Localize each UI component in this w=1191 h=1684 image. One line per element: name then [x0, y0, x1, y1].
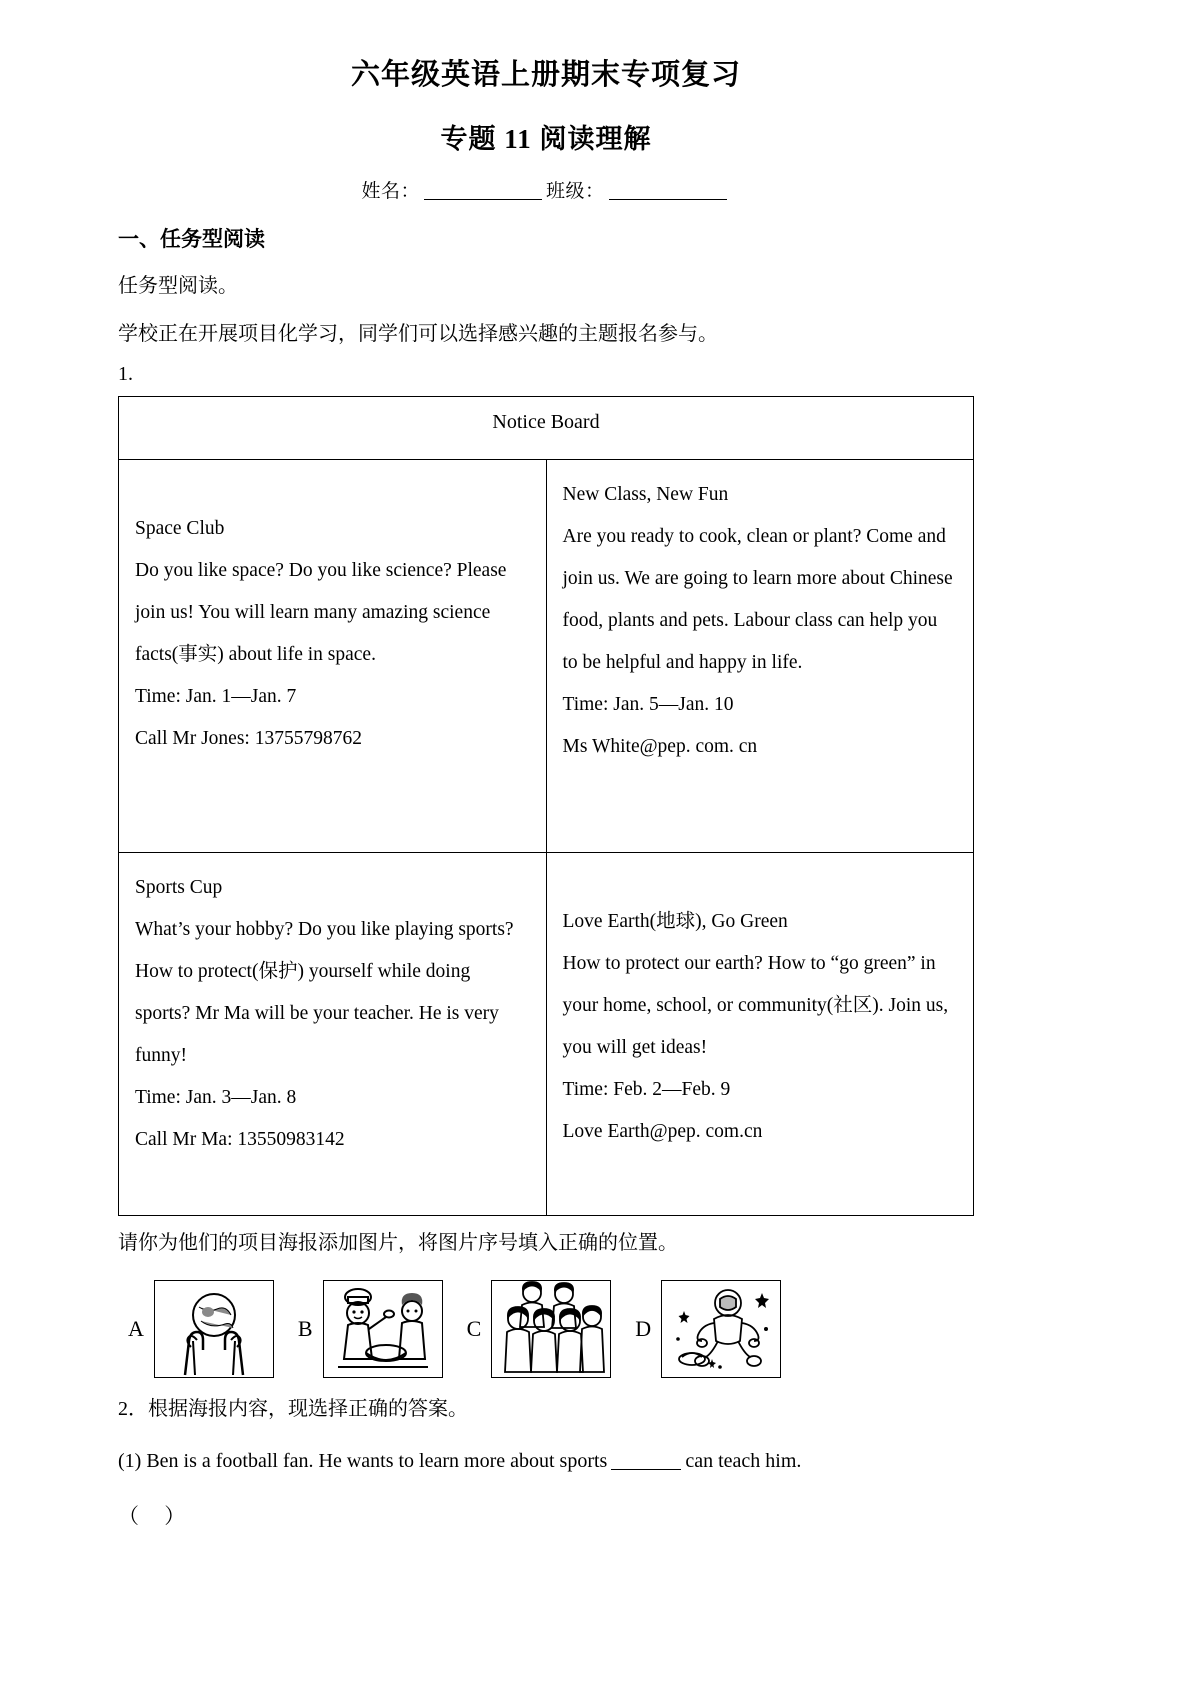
option-label-d: D: [635, 1316, 652, 1342]
section-intro: 学校正在开展项目化学习，同学们可以选择感兴趣的主题报名参与。: [118, 323, 718, 346]
picture-option-d[interactable]: [635, 1280, 781, 1378]
card-body: Are you ready to cook, clean or plant? Come and join us. We are going to learn more about Chinese food, plants and pets. Labour class can help you to be helpful and happy in life.: [562, 526, 953, 673]
picture-task-instruction: 请你为他们的项目海报添加图片，将图片序号填入正确的位置。: [118, 1232, 678, 1255]
class-input-blank[interactable]: [609, 199, 727, 200]
question-text-after: can teach him.: [685, 1450, 802, 1473]
card-contact: Love Earth@pep. com.cn: [562, 1120, 763, 1142]
card-contact: Call Mr Ma: 13550983142: [135, 1128, 345, 1150]
page-content: [118, 56, 974, 1530]
notice-card-new-class: [546, 460, 974, 853]
notice-row-2: [119, 853, 974, 1216]
notice-card-love-earth: [546, 853, 974, 1216]
question-answer-blank[interactable]: [611, 1469, 681, 1470]
question-item-1: [118, 1440, 974, 1482]
page-subtitle: 专题 11 阅读理解: [440, 124, 652, 155]
card-body: What’s your hobby? Do you like playing sports? How to protect(保护) yourself while doing sports? Mr Ma will be your teacher. He is very funny!: [135, 919, 514, 1066]
card-title: Love Earth(地球), Go Green: [562, 911, 788, 933]
option-label-b: B: [297, 1316, 313, 1342]
item-number: 1.: [118, 363, 133, 386]
notice-board-header: Notice Board: [119, 397, 974, 460]
picture-options-row: [118, 1280, 974, 1378]
student-info-line: [118, 176, 974, 203]
hands-holding-earth-icon: [154, 1280, 274, 1378]
notice-card-space-club: [119, 460, 547, 853]
card-body: How to protect our earth? How to “go green” in your home, school, or community(社区). Join us, you will get ideas!: [562, 953, 949, 1058]
card-title: New Class, New Fun: [562, 484, 729, 506]
card-time: Time: Jan. 1—Jan. 7: [135, 685, 297, 707]
notice-card-sports-cup: [119, 853, 547, 1216]
picture-option-a[interactable]: [128, 1280, 274, 1378]
card-time: Time: Feb. 2—Feb. 9: [562, 1078, 731, 1100]
card-title: Space Club: [135, 518, 225, 540]
class-label: 班级：: [546, 181, 605, 203]
group-of-students-icon: [491, 1280, 611, 1378]
notice-row-1: [119, 460, 974, 853]
name-label: 姓名：: [361, 181, 420, 203]
option-label-a: A: [128, 1316, 144, 1342]
section-lead: 任务型阅读。: [118, 275, 238, 298]
card-title: Sports Cup: [135, 877, 223, 899]
section-heading: 一、任务型阅读: [118, 228, 265, 252]
card-contact: Call Mr Jones: 13755798762: [135, 727, 362, 749]
answer-brackets[interactable]: （ ）: [118, 1504, 196, 1529]
name-input-blank[interactable]: [424, 199, 542, 200]
card-contact: Ms White@pep. com. cn: [562, 735, 758, 757]
cooking-children-icon: [323, 1280, 443, 1378]
astronaut-in-space-icon: [661, 1280, 781, 1378]
card-time: Time: Jan. 5—Jan. 10: [562, 693, 734, 715]
question-text-before: (1) Ben is a football fan. He wants to learn more about sports: [118, 1450, 608, 1473]
card-time: Time: Jan. 3—Jan. 8: [135, 1086, 297, 1108]
page-title: 六年级英语上册期末专项复习: [350, 59, 741, 91]
card-body: Do you like space? Do you like science? Please join us! You will learn many amazing science facts(事实) about life in space.: [135, 560, 507, 665]
option-label-c: C: [466, 1316, 482, 1342]
notice-board-table: [118, 396, 974, 1216]
picture-option-c[interactable]: [467, 1280, 612, 1378]
notice-board-header-row: [119, 397, 974, 460]
picture-option-b[interactable]: [298, 1280, 443, 1378]
question-section-number: 2．根据海报内容，现选择正确的答案。: [118, 1398, 468, 1421]
